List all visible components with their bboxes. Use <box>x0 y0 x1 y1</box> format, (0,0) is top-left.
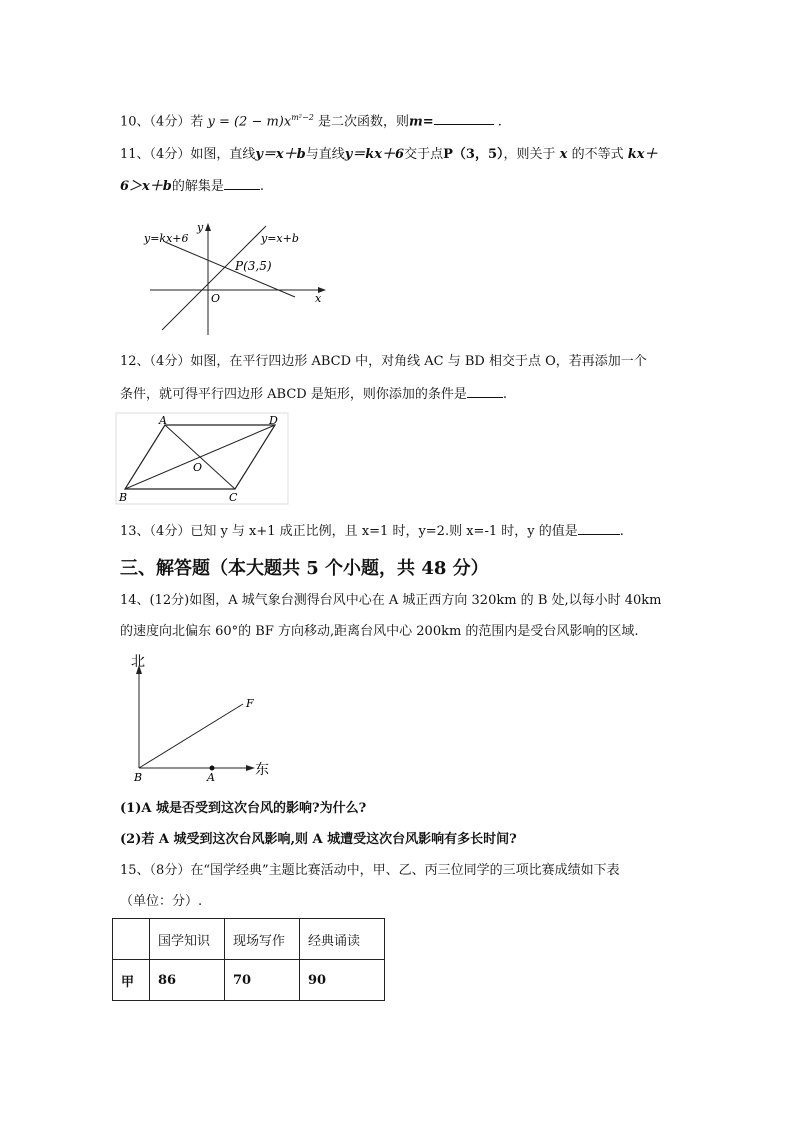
q12-figure <box>115 412 290 507</box>
q10-formula-y: y = (2 − m) <box>207 114 284 130</box>
q11-y-arrow <box>205 223 211 231</box>
table-header-cell <box>113 919 150 960</box>
q14-label-f: F <box>246 697 254 710</box>
table-header-cell: 现场写作 <box>225 919 300 960</box>
q12-label-c: C <box>229 491 238 504</box>
q12-text-2: 条件，就可得平行四边形 ABCD 是矩形，则你添加的条件是 <box>120 387 467 402</box>
q13-line <box>120 520 624 542</box>
q12-diagonal-bd <box>125 425 275 489</box>
q11-label-y: y <box>197 221 204 234</box>
q14-path-bf <box>139 704 243 768</box>
q11-text-e: 的不等式 <box>571 147 624 162</box>
q10-prefix: 10、（4分）若 <box>120 114 204 130</box>
q14-sub1: (1)A 城是否受到这次台风的影响?为什么? <box>120 801 367 816</box>
table-header-cell: 经典诵读 <box>300 919 385 960</box>
table-cell: 70 <box>225 960 300 1001</box>
q11-text-d: ，则关于 <box>503 147 556 162</box>
q11-eq2: y＝kx＋6 <box>344 147 405 162</box>
q11-figure <box>140 215 340 340</box>
table-header-row <box>113 919 385 960</box>
q11-answer-blank[interactable] <box>224 175 260 190</box>
q14-label-a: A <box>207 771 215 782</box>
q14-point-a <box>210 766 215 771</box>
table-cell: 86 <box>150 960 225 1001</box>
q11-text-c: 交于点 <box>404 147 444 162</box>
q12-line2 <box>120 383 507 405</box>
q11-label-x: x <box>315 292 322 305</box>
q11-eq1: y＝x＋b <box>255 147 306 162</box>
section-3-heading: 三、解答题（本大题共 5 个小题，共 48 分） <box>120 558 489 579</box>
q15-text-2: （单位：分）. <box>120 894 203 909</box>
table-row <box>113 960 385 1001</box>
q11-point: P（3，5） <box>443 147 504 162</box>
q12-label-d: D <box>269 414 278 427</box>
q10-exponent: m²−2 <box>291 113 314 122</box>
q15-line1 <box>120 861 620 881</box>
q14-line1 <box>120 591 662 611</box>
q13-text: 13、（4分）已知 y 与 x+1 成正比例，且 x=1 时，y=2.则 x=-1 时，y 的值是 <box>120 524 578 539</box>
table-cell: 甲 <box>113 960 150 1001</box>
q11-inequality: 6＞x＋b <box>120 179 172 194</box>
q14-east-arrow <box>246 765 255 771</box>
q12-label-a: A <box>159 414 167 427</box>
q11-text-a: 11、（4分）如图，直线 <box>120 147 256 162</box>
q14-line2 <box>120 622 639 642</box>
q10-suffix-b: . <box>497 114 502 130</box>
q10-var-m: m= <box>408 114 434 130</box>
q14-sub2: (2)若 A 城受到这次台风影响,则 A 城遭受这次台风影响有多长时间? <box>120 832 517 847</box>
q11-label-p: P(3,5) <box>235 259 272 273</box>
q15-line2 <box>120 892 202 912</box>
q12-text-1: 12、（4分）如图，在平行四边形 ABCD 中，对角线 AC 与 BD 相交于点 O，若再添加一个 <box>120 354 647 369</box>
q12-label-o: O <box>193 461 203 474</box>
q14-label-north: 北 <box>131 654 145 670</box>
q14-figure <box>125 650 285 782</box>
q12-line1 <box>120 352 647 372</box>
q11-label-o: O <box>211 292 221 305</box>
q10-answer-blank[interactable] <box>434 110 494 125</box>
q15-text-1: 15、（8分）在“国学经典”主题比赛活动中，甲、乙、丙三位同学的三项比赛成绩如下表 <box>120 863 620 878</box>
q10-line <box>120 108 502 132</box>
q11-line-kx6 <box>165 242 295 297</box>
q11-text-f: 的解集是 <box>171 179 224 194</box>
q10-suffix-a: 是二次函数，则 <box>317 114 409 130</box>
q11-kx: kx＋ <box>627 147 658 162</box>
table-header-cell: 国学知识 <box>150 919 225 960</box>
q11-text-b: 与直线 <box>305 147 345 162</box>
q11-label-xb: y=x+b <box>261 232 299 245</box>
q10-formula-x: x <box>283 114 292 130</box>
q13-end: . <box>619 524 624 539</box>
q11-end: . <box>259 179 265 194</box>
q12-answer-blank[interactable] <box>467 383 503 398</box>
q14-label-b: B <box>134 771 143 782</box>
q14-text-1: 14、(12分)如图，A 城气象台测得台风中心在 A 城正西方向 320km 的 B 处,以每小时 40km <box>120 593 662 608</box>
q14-label-east: 东 <box>255 762 269 778</box>
q13-answer-blank[interactable] <box>578 520 620 535</box>
q14-text-2: 的速度向北偏东 60°的 BF 方向移动,距离台风中心 200km 的范围内是受台风影响的区域. <box>120 624 639 639</box>
q15-score-table <box>112 918 385 1001</box>
table-cell: 90 <box>300 960 385 1001</box>
q11-x: x <box>559 147 568 162</box>
q12-end: . <box>502 387 507 402</box>
q11-line1 <box>120 145 657 165</box>
q11-label-kx6: y=kx+6 <box>144 232 189 245</box>
q12-label-b: B <box>119 491 128 504</box>
q11-line2 <box>120 175 264 197</box>
